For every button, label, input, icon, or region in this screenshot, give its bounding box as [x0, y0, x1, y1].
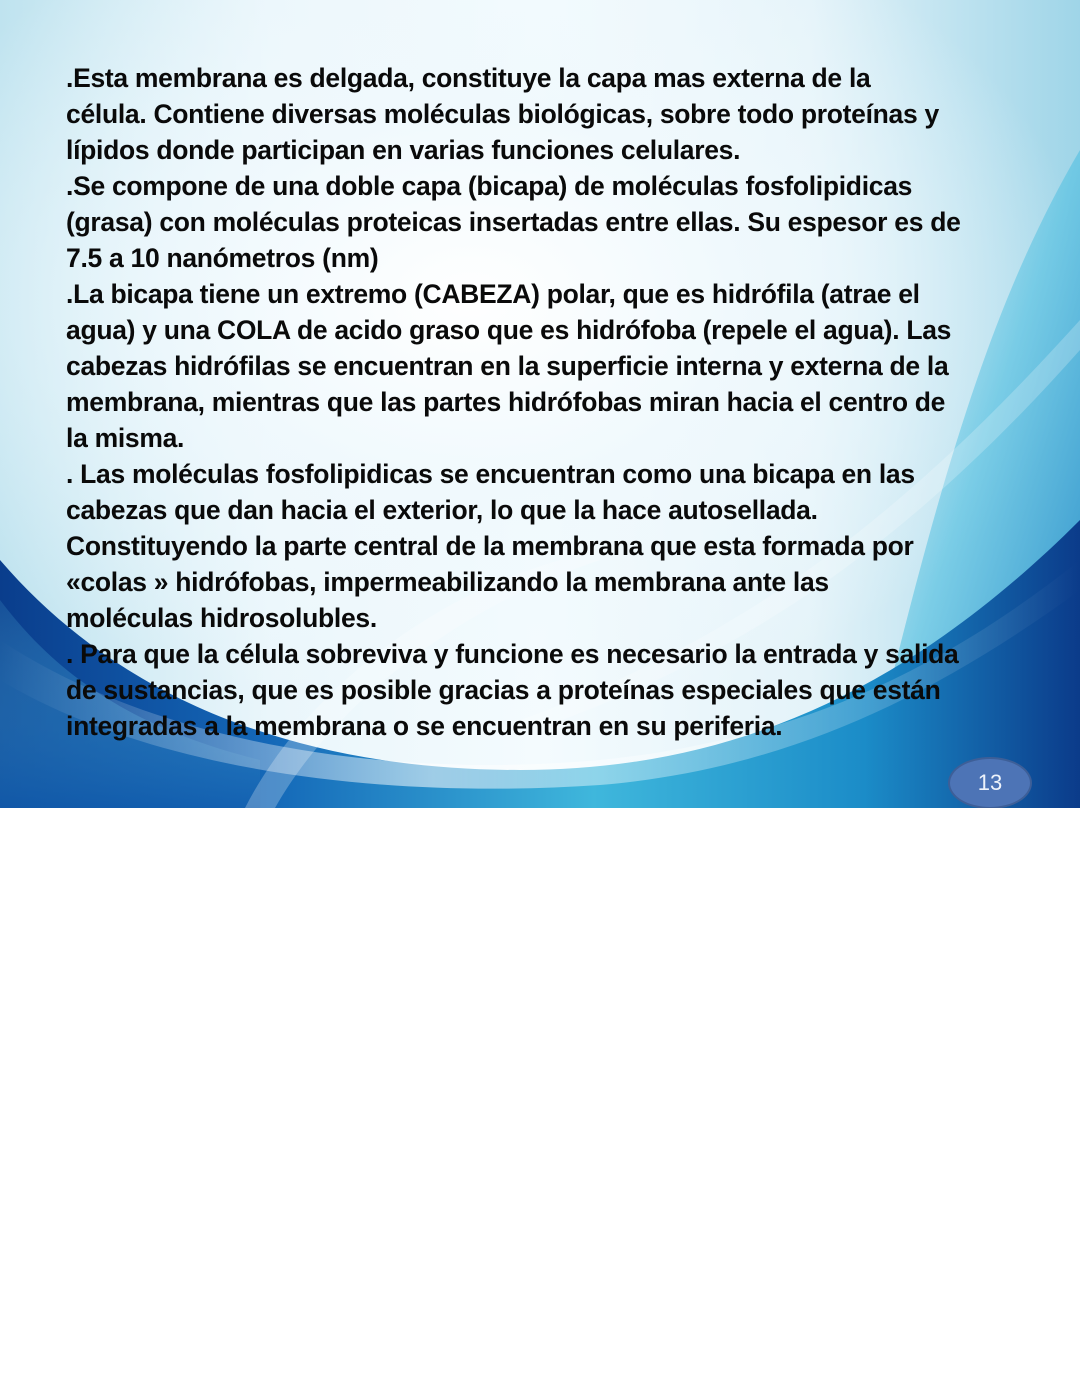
text-line: . Para que la célula sobreviva y funcione es necesario la entrada y salida [66, 639, 959, 669]
text-line: «colas » hidrófobas, impermeabilizando la membrana ante las [66, 567, 829, 597]
text-line: moléculas hidrosolubles. [66, 603, 377, 633]
text-line: integradas a la membrana o se encuentran en su periferia. [66, 711, 783, 741]
text-line: la misma. [66, 423, 185, 453]
text-line: de sustancias, que es posible gracias a proteínas especiales que están [66, 675, 941, 705]
text-line: célula. Contiene diversas moléculas biológicas, sobre todo proteínas y [66, 99, 939, 129]
text-line: Constituyendo la parte central de la membrana que esta formada por [66, 531, 914, 561]
text-line: (grasa) con moléculas proteicas insertadas entre ellas. Su espesor es de [66, 207, 961, 237]
text-line: . Las moléculas fosfolipidicas se encuentran como una bicapa en las [66, 459, 915, 489]
text-line: .La bicapa tiene un extremo (CABEZA) polar, que es hidrófila (atrae el [66, 279, 920, 309]
text-line: .Esta membrana es delgada, constituye la capa mas externa de la [66, 63, 871, 93]
text-line: lípidos donde participan en varias funciones celulares. [66, 135, 741, 165]
text-line: agua) y una COLA de acido graso que es hidrófoba (repele el agua). Las [66, 315, 952, 345]
blank-page-area [0, 808, 1080, 1397]
text-line: cabezas que dan hacia el exterior, lo que la hace autosellada. [66, 495, 818, 525]
page-number-badge: 13 [948, 757, 1032, 808]
slide-body-text [66, 60, 986, 744]
text-line: 7.5 a 10 nanómetros (nm) [66, 243, 379, 273]
text-line: membrana, mientras que las partes hidrófobas miran hacia el centro de [66, 387, 946, 417]
text-line: .Se compone de una doble capa (bicapa) de moléculas fosfolipidicas [66, 171, 913, 201]
text-line: cabezas hidrófilas se encuentran en la superficie interna y externa de la [66, 351, 949, 381]
